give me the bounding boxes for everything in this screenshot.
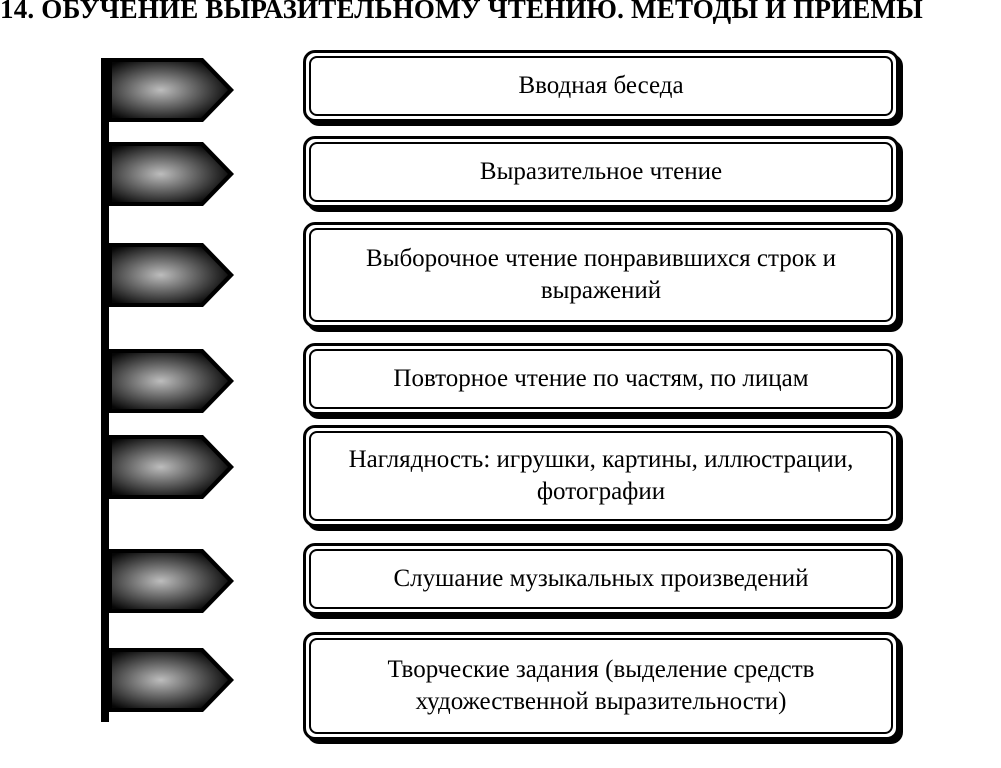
right-arrow-icon [108, 645, 236, 715]
right-arrow-icon [108, 546, 236, 616]
right-arrow-icon [108, 55, 236, 125]
method-label: Творческие задания (выделение средств художественной выразительности) [309, 638, 893, 734]
method-label: Вводная беседа [309, 56, 893, 116]
method-box [303, 343, 899, 415]
right-arrow-icon [108, 346, 236, 416]
method-label: Выборочное чтение понравившихся строк и выражений [309, 228, 893, 322]
diagram-title: 14. ОБУЧЕНИЕ ВЫРАЗИТЕЛЬНОМУ ЧТЕНИЮ. МЕТОДЫ И ПРИЕМЫ [0, 0, 923, 24]
method-box [303, 136, 899, 208]
method-label: Наглядность: игрушки, картины, иллюстрации, фотографии [309, 431, 893, 521]
method-box [303, 222, 899, 328]
right-arrow-icon [108, 432, 236, 502]
method-box [303, 632, 899, 740]
method-label: Повторное чтение по частям, по лицам [309, 349, 893, 409]
right-arrow-icon [108, 240, 236, 310]
method-box [303, 50, 899, 122]
method-box [303, 425, 899, 527]
method-label: Выразительное чтение [309, 142, 893, 202]
method-box [303, 543, 899, 615]
method-label: Слушание музыкальных произведений [309, 549, 893, 609]
right-arrow-icon [108, 139, 236, 209]
